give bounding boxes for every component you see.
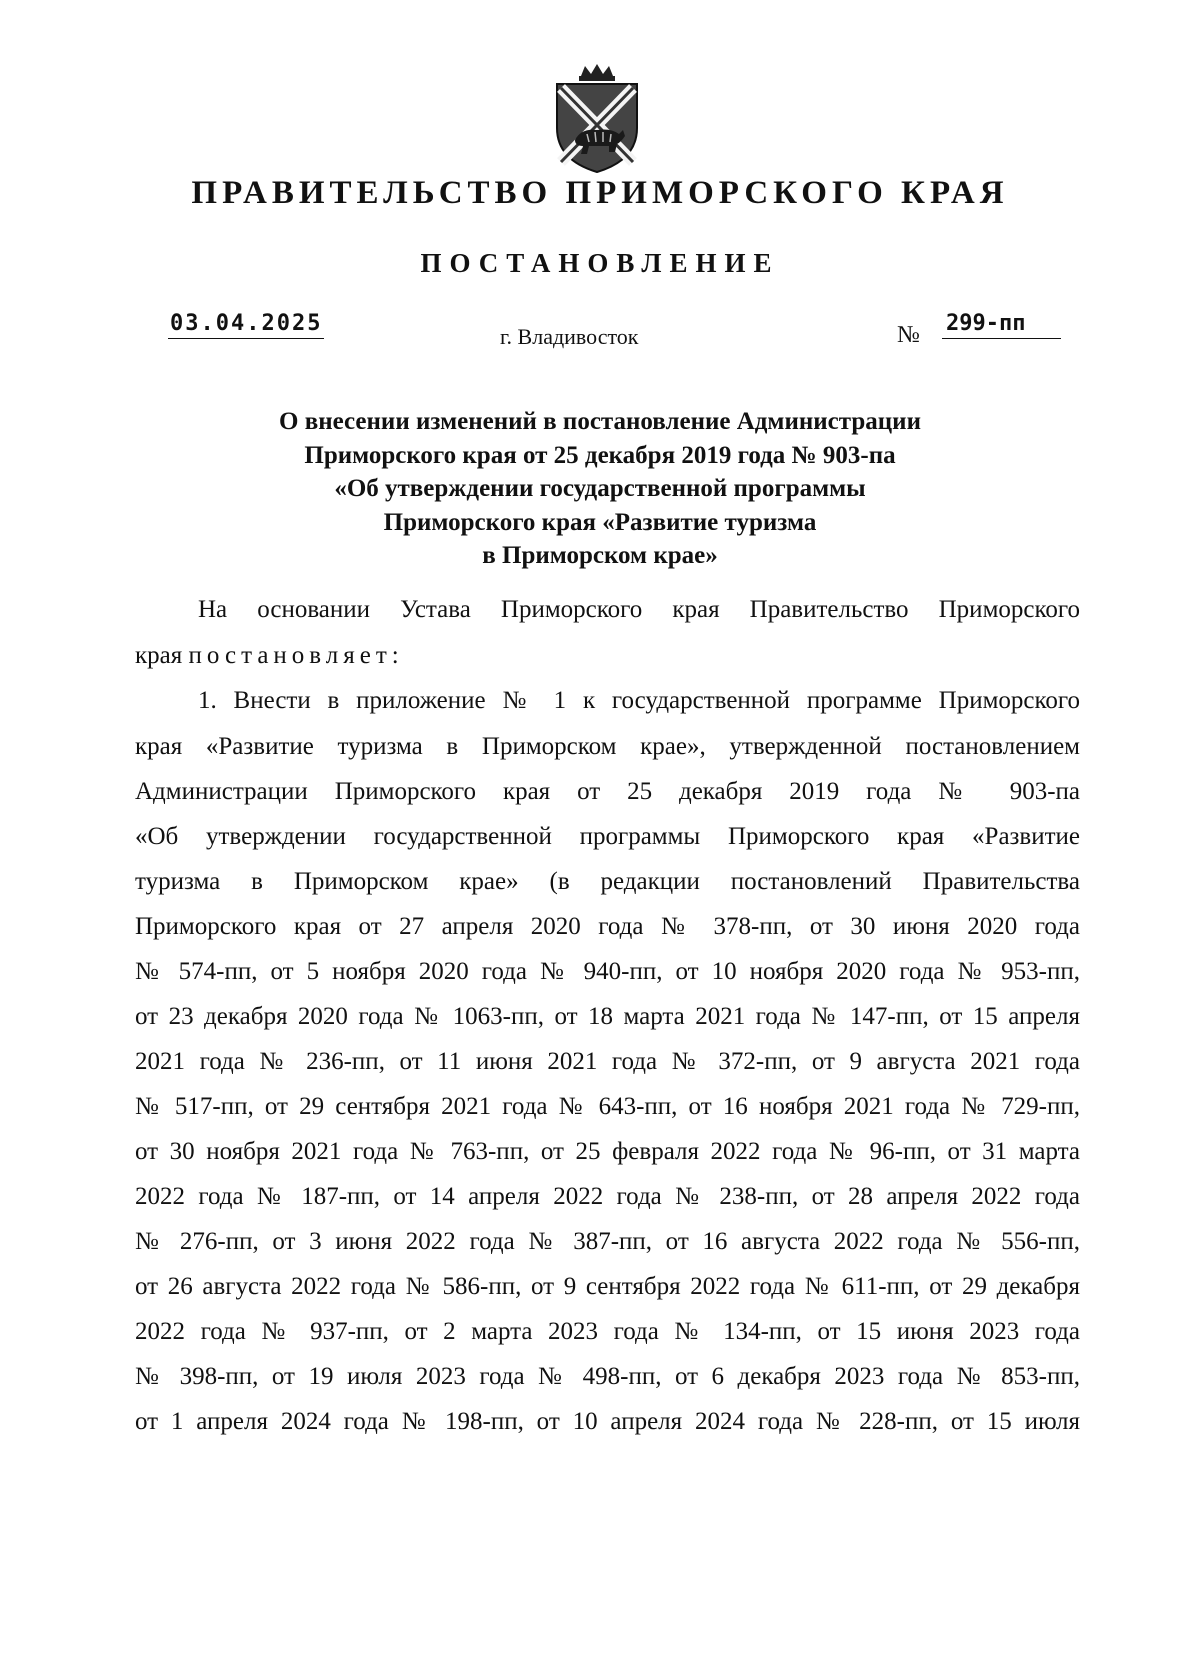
coat-of-arms-emblem xyxy=(551,62,643,174)
body-line: Приморского края от 27 апреля 2020 года № 378-пп, от 30 июня 2020 года xyxy=(135,913,1080,940)
resolution-keyword: постановляет: xyxy=(188,642,404,669)
body-line: № 517-пп, от 29 сентября 2021 года № 643-пп, от 16 ноября 2021 года № 729-пп, xyxy=(135,1093,1080,1120)
preamble-prefix: края xyxy=(135,642,183,669)
body-line: от 23 декабря 2020 года № 1063-пп, от 18 марта 2021 года № 147-пп, от 15 апреля xyxy=(135,1003,1080,1030)
body-line: № 574-пп, от 5 ноября 2020 года № 940-пп, от 10 ноября 2020 года № 953-пп, xyxy=(135,958,1080,985)
body-line: «Об утверждении государственной программы Приморского края «Развитие xyxy=(135,823,1080,850)
body-line: 1. Внести в приложение № 1 к государственной программе Приморского xyxy=(198,687,1080,714)
subject-line: Приморского края «Развитие туризма xyxy=(383,508,817,536)
subject-line: Приморского края от 25 декабря 2019 года № 903-па xyxy=(304,441,896,469)
body-line: № 398-пп, от 19 июля 2023 года № 498-пп, от 6 декабря 2023 года № 853-пп, xyxy=(135,1363,1080,1390)
document-city: г. Владивосток xyxy=(500,324,639,349)
document-number: 299-пп xyxy=(942,311,1061,339)
body-line: № 276-пп, от 3 июня 2022 года № 387-пп, от 16 августа 2022 года № 556-пп, xyxy=(135,1228,1080,1255)
body-line: от 30 ноября 2021 года № 763-пп, от 25 февраля 2022 года № 96-пп, от 31 марта xyxy=(135,1138,1080,1165)
subject-line: «Об утверждении государственной программы xyxy=(334,475,866,502)
document-subject xyxy=(0,405,1200,573)
body-line: 2021 года № 236-пп, от 11 июня 2021 года № 372-пп, от 9 августа 2021 года xyxy=(135,1048,1080,1075)
body-line: туризма в Приморском крае» (в редакции постановлений Правительства xyxy=(135,868,1080,895)
body-line: 2022 года № 187-пп, от 14 апреля 2022 года № 238-пп, от 28 апреля 2022 года xyxy=(135,1183,1080,1210)
body-line: края «Развитие туризма в Приморском крае», утвержденной постановлением xyxy=(135,733,1080,760)
government-title: ПРАВИТЕЛЬСТВО ПРИМОРСКОГО КРАЯ xyxy=(191,175,1009,211)
preamble-line: На основании Устава Приморского края Правительство Приморского xyxy=(198,596,1080,623)
body-line: от 1 апреля 2024 года № 198-пп, от 10 апреля 2024 года № 228-пп, от 15 июля xyxy=(135,1408,1080,1435)
document-date: 03.04.2025 xyxy=(168,311,324,339)
subject-line: О внесении изменений в постановление Администрации xyxy=(279,408,921,435)
body-line: Администрации Приморского края от 25 декабря 2019 года № 903-па xyxy=(135,778,1080,805)
body-line: от 26 августа 2022 года № 586-пп, от 9 сентября 2022 года № 611-пп, от 29 декабря xyxy=(135,1273,1080,1300)
body-line: 2022 года № 937-пп, от 2 марта 2023 года № 134-пп, от 15 июня 2023 года xyxy=(135,1318,1080,1345)
subject-line: в Приморском крае» xyxy=(482,542,718,569)
number-sign: № xyxy=(897,322,920,348)
document-type: ПОСТАНОВЛЕНИЕ xyxy=(420,248,780,278)
preamble-line xyxy=(135,641,1080,671)
